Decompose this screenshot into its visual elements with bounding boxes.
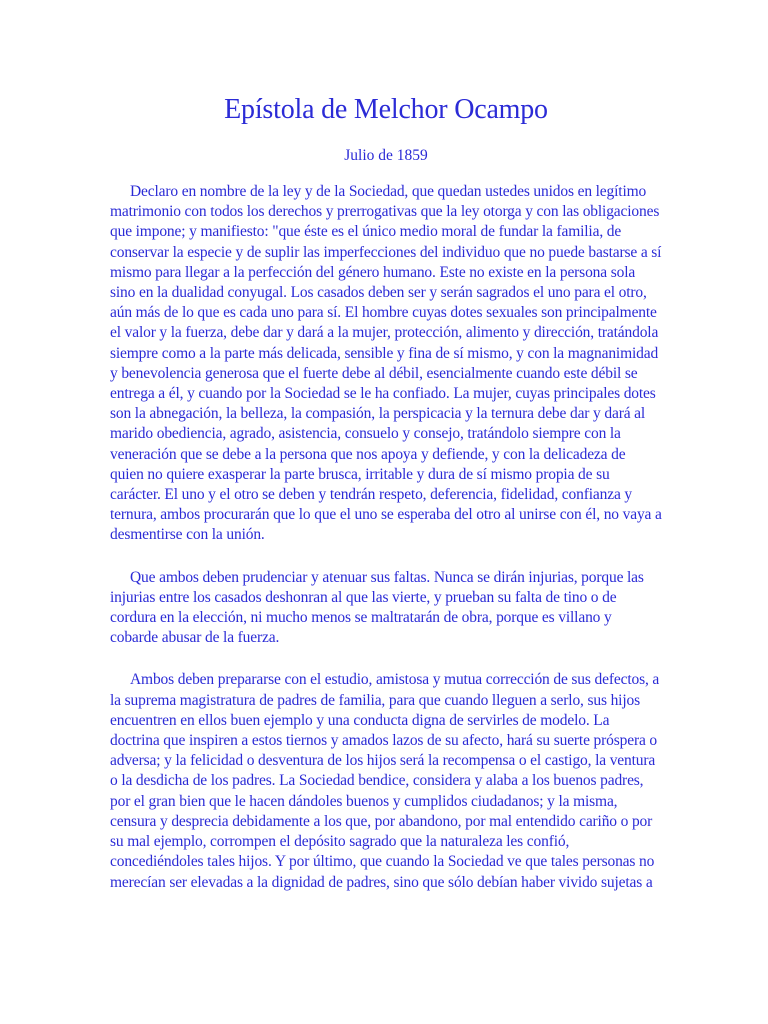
paragraph-2: Que ambos deben prudenciar y atenuar sus faltas. Nunca se dirán injurias, porque las injurias entre los casados deshonran al que las vierte, y prueban su falta de tino o de cordura en la elección, ni mucho menos se maltratarán de obra, porque es villano y cobarde abusar de la fuerza. [110,568,644,647]
document-page [110,88,662,893]
document-date: Julio de 1859 [344,147,428,164]
paragraph-3: Ambos deben prepararse con el estudio, amistosa y mutua corrección de sus defectos, a la suprema magistratura de padres de familia, para que cuando lleguen a serlo, sus hijos encuentren en ellos buen ejemplo y una conducta digna de servirles de modelo. La doctrina que inspiren a estos tiernos y amados lazos de su afecto, hará su suerte próspera o adversa; y la felicidad o desventura de los hijos será la recompensa o el castigo, la ventura o la desdicha de los padres. La Sociedad bendice, considera y alaba a los buenos padres, por el gran bien que le hacen dándoles buenos y cumplidos ciudadanos; y la misma, censura y desprecia debidamente a los que, por abandono, por mal entendido cariño o por su mal ejemplo, corrompen el depósito sagrado que la naturaleza les confió, concediéndoles tales hijos. Y por último, que cuando la Sociedad ve que tales personas no merecían ser elevadas a la dignidad de padres, sino que sólo debían haber vivido sujetas a [110,671,660,891]
paragraph-1: Declaro en nombre de la ley y de la Sociedad, que quedan ustedes unidos en legítimo matrimonio con todos los derechos y prerrogativas que la ley otorga y con las obligaciones que impone; y manifiesto: "que éste es el único medio moral de fundar la familia, de conservar la especie y de suplir las imperfecciones del individuo que no puede bastarse a sí mismo para llegar a la perfección del género humano. Este no existe en la persona sola sino en la dualidad conyugal. Los casados deben ser y serán sagrados el uno para el otro, aún más de lo que es cada uno para sí. El hombre cuyas dotes sexuales son principalmente el valor y la fuerza, debe dar y dará a la mujer, protección, alimento y dirección, tratándola siempre como a la parte más delicada, sensible y fina de sí mismo, y con la magnanimidad y benevolencia generosa que el fuerte debe al débil, esencialmente cuando este débil se entrega a él, y cuando por la Sociedad se le ha confiado. La mujer, cuyas principales dotes son la abnegación, la belleza, la compasión, la perspicacia y la ternura debe dar y dará al marido obediencia, agrado, asistencia, consuelo y consejo, tratándolo siempre con la veneración que se debe a la persona que nos apoya y defiende, y con la delicadeza de quien no quiere exasperar la parte brusca, irritable y dura de sí mismo propia de su carácter. El uno y el otro se deben y tendrán respeto, deferencia, fidelidad, confianza y ternura, ambos procurarán que lo que el uno se esperaba del otro al unirse con él, no vaya a desmentirse con la unión. [110,183,662,544]
document-title: Epístola de Melchor Ocampo [224,94,548,125]
